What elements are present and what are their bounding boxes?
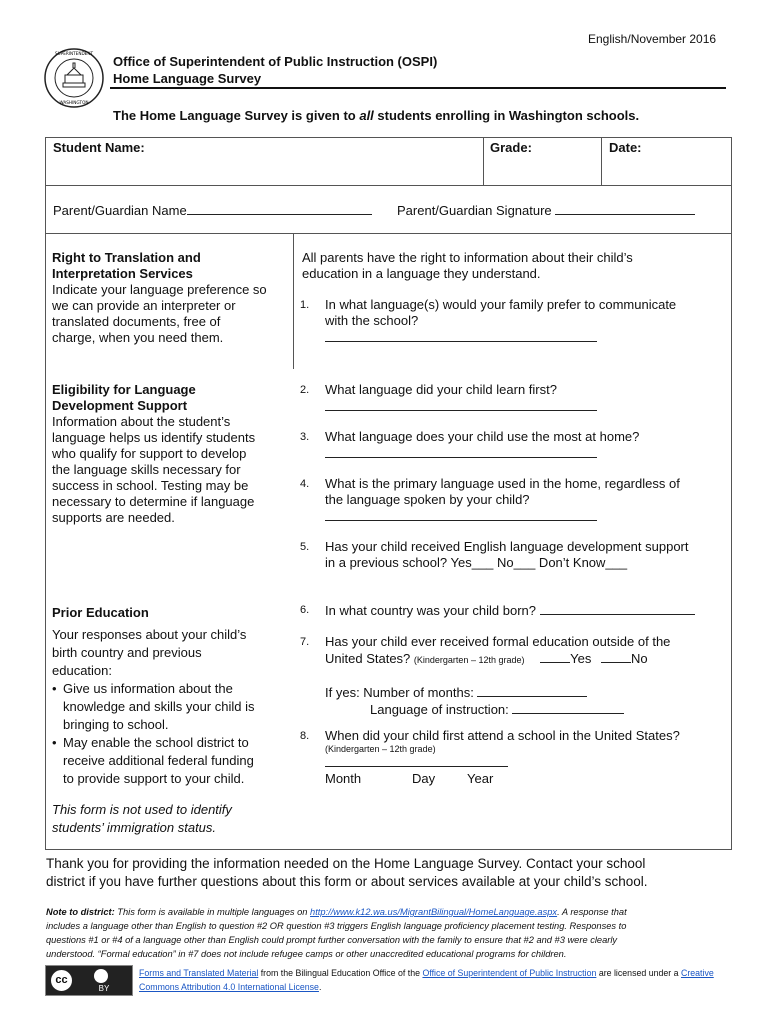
prior-education-body: birth country and previous bbox=[52, 645, 202, 660]
language-line[interactable] bbox=[512, 701, 624, 714]
ospi-link[interactable]: Office of Superintendent of Public Instruction bbox=[422, 968, 597, 978]
answer-line[interactable] bbox=[325, 508, 597, 521]
edition-label: English/November 2016 bbox=[588, 32, 717, 46]
by-label: BY bbox=[98, 984, 110, 993]
immigration-note: students’ immigration status. bbox=[52, 820, 217, 835]
language-link[interactable]: http://www.k12.wa.us/MigrantBilingual/HomeLanguage.aspx bbox=[310, 907, 558, 917]
answer-line[interactable] bbox=[325, 398, 597, 411]
bullet-item: • Give us information about the knowledge and skills your child is bringing to school. bbox=[52, 681, 255, 732]
question-2[interactable]: 2. What language did your child learn first? bbox=[300, 382, 730, 415]
parent-name-field[interactable]: Parent/Guardian Name bbox=[53, 202, 372, 218]
student-name-field[interactable]: Student Name: bbox=[53, 140, 145, 155]
question-6[interactable]: 6. In what country was your child born? bbox=[300, 602, 730, 619]
cc-icon: cc bbox=[49, 968, 74, 993]
license-text: Forms and Translated Material from the Bilingual Education Office of the Office of Superintendent of Public Instruction are licensed under a Creative Commons Attribution 4.0 International License. bbox=[139, 968, 714, 992]
prior-education-body: Your responses about your child’s bbox=[52, 627, 247, 642]
eligibility-body: supports are needed. bbox=[52, 510, 175, 525]
ospi-seal bbox=[43, 47, 105, 109]
eligibility-section bbox=[52, 382, 292, 526]
forms-link[interactable]: Forms and Translated Material bbox=[139, 968, 259, 978]
question-5[interactable]: 5. Has your child received English language development support in a previous school? Yes___ No___ Don’t Know___ bbox=[300, 539, 689, 570]
translation-body: we can provide an interpreter or bbox=[52, 298, 236, 313]
eligibility-heading: Eligibility for Language bbox=[52, 382, 196, 397]
answer-line[interactable] bbox=[325, 445, 597, 458]
bullet-item: • May enable the school district to receive additional federal funding to provide support to your child. bbox=[52, 735, 254, 786]
question-7[interactable]: 7. Has your child ever received formal education outside of the United States? (Kindergarten – 12th grade) Yes No If yes: Number of months: Language of instruction: bbox=[300, 634, 671, 717]
months-line[interactable] bbox=[477, 684, 587, 697]
translation-heading: Right to Translation and bbox=[52, 250, 201, 265]
closing-text: Thank you for providing the information needed on the Home Language Survey. Contact your school district if you have further questions about this form or about services available at your child’s school. bbox=[46, 856, 648, 889]
eligibility-body: the language skills necessary for bbox=[52, 462, 241, 477]
prior-education-body: education: bbox=[52, 663, 112, 678]
date-line[interactable] bbox=[325, 754, 508, 767]
answer-line[interactable] bbox=[540, 602, 695, 615]
col-divider bbox=[483, 137, 484, 185]
date-field[interactable]: Date: bbox=[609, 140, 642, 155]
immigration-note: This form is not used to identify bbox=[52, 802, 232, 817]
question-8[interactable]: 8. When did your child first attend a school in the United States? (Kindergarten – 12th grade) Month Day Year bbox=[300, 728, 680, 786]
eligibility-heading: Development Support bbox=[52, 398, 188, 413]
district-note: Note to district: This form is available in multiple languages on http://www.k12.wa.us/MigrantBilingual/HomeLanguage.aspx. A response that includes a language other than English to question #2 OR question #3 triggers English language proficiency placement testing. Responses to questions #1 or #4 of a language other than English could prompt further conversation with the family to ensure that #2 and #3 were clearly understood. “Formal education” in #7 does not include refugee camps or other unaccredited educational programs for children. bbox=[46, 907, 627, 959]
rights-statement: All parents have the right to information about their child’s education in a language they understand. bbox=[302, 250, 633, 281]
cc-by-badge[interactable] bbox=[45, 965, 133, 996]
question-1[interactable]: 1. In what language(s) would your family prefer to communicate with the school? bbox=[300, 297, 730, 346]
by-icon bbox=[94, 969, 108, 983]
translation-body: Indicate your language preference so bbox=[52, 282, 267, 297]
translation-section bbox=[52, 250, 292, 346]
translation-heading: Interpretation Services bbox=[52, 266, 193, 281]
eligibility-body: language helps us identify students bbox=[52, 430, 256, 445]
eligibility-body: who qualify for support to develop bbox=[52, 446, 247, 461]
cc-link[interactable]: Commons Attribution 4.0 International License bbox=[139, 982, 319, 992]
header-rule bbox=[110, 87, 726, 89]
svg-text:WASHINGTON: WASHINGTON bbox=[59, 100, 89, 105]
row-divider bbox=[45, 233, 732, 234]
eligibility-body: success in school. Testing may be bbox=[52, 478, 249, 493]
question-3[interactable]: 3. What language does your child use the most at home? bbox=[300, 429, 730, 462]
col-divider bbox=[601, 137, 602, 185]
org-title: Office of Superintendent of Public Instruction (OSPI) bbox=[113, 54, 438, 69]
translation-body: charge, when you need them. bbox=[52, 330, 224, 345]
eligibility-body: necessary to determine if language bbox=[52, 494, 255, 509]
col-divider bbox=[293, 233, 294, 369]
grade-field[interactable]: Grade: bbox=[490, 140, 532, 155]
translation-body: translated documents, free of bbox=[52, 314, 221, 329]
answer-line[interactable] bbox=[325, 329, 597, 342]
row-divider bbox=[45, 185, 732, 186]
prior-education-heading: Prior Education bbox=[52, 605, 149, 620]
eligibility-body: Information about the student’s bbox=[52, 414, 231, 429]
parent-signature-field[interactable]: Parent/Guardian Signature bbox=[397, 202, 695, 218]
intro-statement: The Home Language Survey is given to all students enrolling in Washington schools. bbox=[113, 108, 640, 123]
svg-text:SUPERINTENDENT: SUPERINTENDENT bbox=[54, 51, 94, 56]
doc-title: Home Language Survey bbox=[113, 71, 262, 86]
prior-education-section bbox=[52, 604, 292, 837]
cc-link[interactable]: Creative bbox=[680, 968, 714, 978]
question-4[interactable]: 4. What is the primary language used in the home, regardless of the language spoken by your child? bbox=[300, 476, 730, 525]
